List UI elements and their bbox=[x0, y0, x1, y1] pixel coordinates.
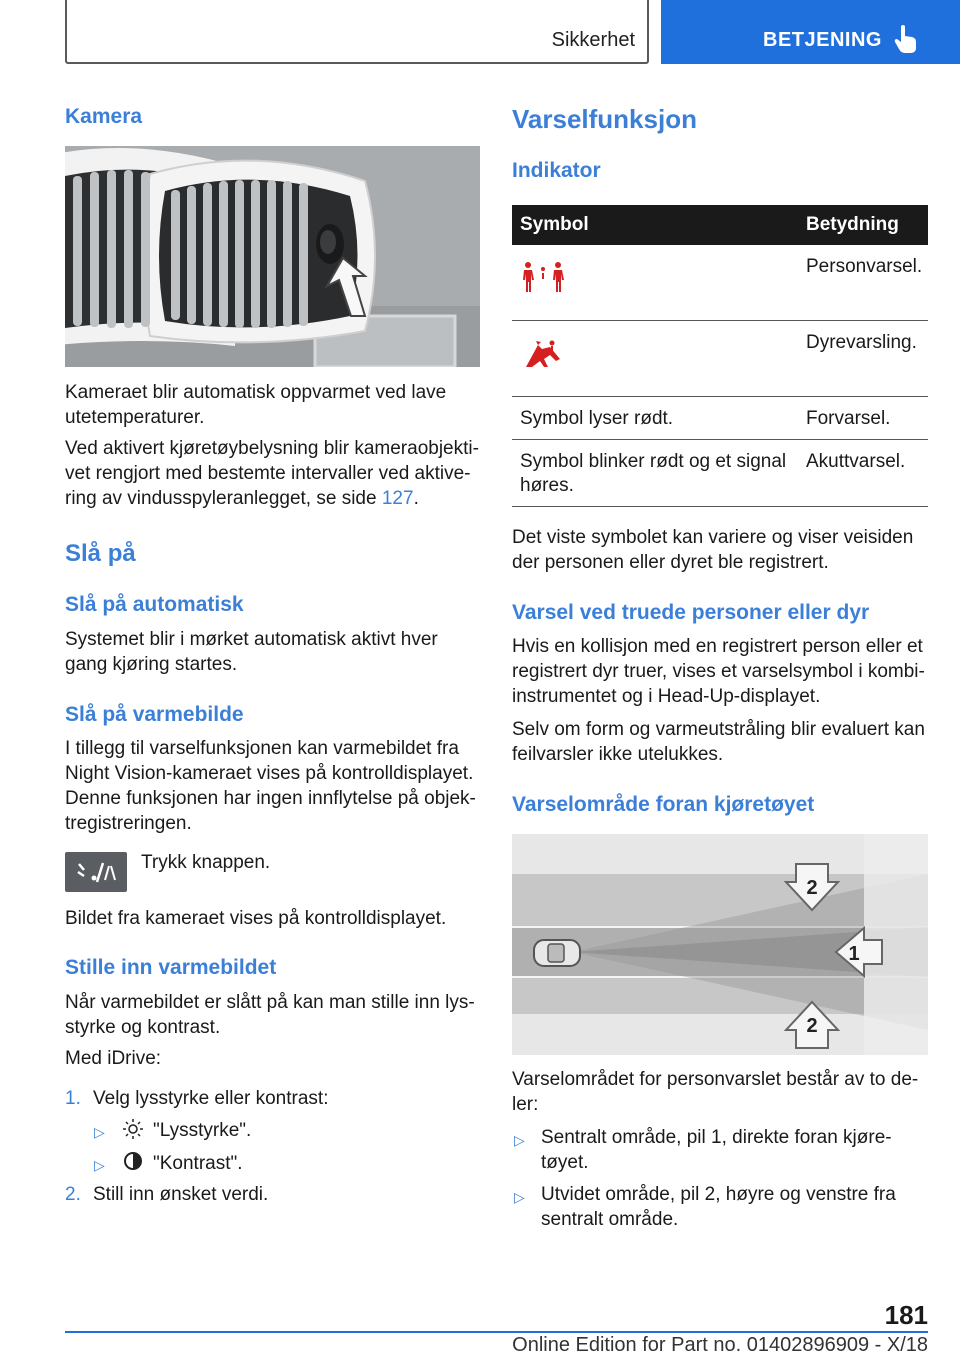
table-row bbox=[512, 397, 928, 440]
header-section-tab bbox=[65, 0, 649, 64]
arrow-label: 2 bbox=[806, 877, 818, 899]
omrade-paragraph: Varselområdet for personvarslet består av to de-ler: bbox=[512, 1069, 919, 1115]
bullet-icon: ▷ bbox=[514, 1189, 525, 1205]
omrade-heading: Varselområde foran kjøretøyet bbox=[512, 793, 815, 816]
truede-paragraph-2: Selv om form og varmeutstråling blir evaluert kan feilvarsler ikke utelukkes. bbox=[512, 719, 925, 765]
step-2-number: 2. bbox=[65, 1184, 81, 1205]
kamera-paragraph-2: Ved aktivert kjøretøybelysning blir kameraobjekti-vet rengjort med bestemte intervaller ved aktive-ring av vindusspyleranlegget, se side 127. bbox=[65, 438, 479, 509]
step-2-text: Still inn ønsket verdi. bbox=[93, 1184, 269, 1205]
warning-area-diagram bbox=[512, 834, 928, 1055]
brightness-icon bbox=[122, 1118, 144, 1140]
meaning-cell: Akuttvarsel. bbox=[798, 440, 928, 507]
truede-paragraph-1: Hvis en kollisjon med en registrert person eller et registrert dyr truer, vises et varselsymbol i kombi-instrumentet og i Head-Up-displayet. bbox=[512, 636, 925, 707]
meaning-cell: Personvarsel. bbox=[798, 245, 928, 321]
camera-grille-image bbox=[65, 146, 480, 367]
table-row bbox=[512, 245, 928, 321]
night-vision-button-image bbox=[65, 852, 127, 892]
person-warning-icon bbox=[520, 261, 566, 293]
indikator-heading: Indikator bbox=[512, 159, 601, 182]
sub-option-brightness: "Lysstyrke". bbox=[153, 1120, 252, 1141]
symbol-paragraph: Det viste symbolet kan variere og viser veisiden der personen eller dyret ble registrert. bbox=[512, 527, 914, 573]
symbol-text-cell: Symbol lyser rødt. bbox=[512, 397, 798, 440]
page-number: 181 bbox=[884, 1300, 928, 1330]
sub-option-contrast: "Kontrast". bbox=[153, 1153, 243, 1174]
bullet-icon: ▷ bbox=[514, 1132, 525, 1148]
stille-heading: Stille inn varmebildet bbox=[65, 956, 277, 979]
omrade-bullet-2: Utvidet område, pil 2, høyre og venstre fra sentralt område. bbox=[541, 1184, 896, 1230]
bullet-icon: ▷ bbox=[94, 1124, 105, 1140]
footer-edition: Online Edition for Part no. 01402896909 - X/18 bbox=[512, 1334, 928, 1356]
step-1-text: Velg lysstyrke eller kontrast: bbox=[93, 1088, 329, 1109]
button-instruction: Trykk knappen. bbox=[141, 852, 271, 873]
section-label: Sikkerhet bbox=[551, 29, 635, 51]
header-chapter-tab bbox=[661, 0, 960, 64]
page-link[interactable]: 127 bbox=[381, 488, 414, 509]
omrade-bullet-1: Sentralt område, pil 1, direkte foran kjøre-tøyet. bbox=[541, 1127, 892, 1173]
footer-divider bbox=[65, 1331, 928, 1333]
stille-paragraph: Når varmebildet er slått på kan man stille inn lys-styrke og kontrast. bbox=[65, 992, 475, 1038]
auto-paragraph: Systemet blir i mørket automatisk aktivt hver gang kjøring startes. bbox=[65, 629, 438, 675]
kamera-paragraph-1: Kameraet blir automatisk oppvarmet ved lave utetemperaturer. bbox=[65, 382, 447, 428]
bildet-paragraph: Bildet fra kameraet vises på kontrolldisplayet. bbox=[65, 908, 447, 929]
kamera-heading: Kamera bbox=[65, 105, 143, 128]
auto-heading: Slå på automatisk bbox=[65, 593, 244, 616]
contrast-icon bbox=[123, 1151, 143, 1171]
varme-heading: Slå på varmebilde bbox=[65, 703, 244, 726]
table-row bbox=[512, 321, 928, 397]
table-row bbox=[512, 440, 928, 507]
car-icon bbox=[534, 940, 580, 966]
table-header-meaning: Betydning bbox=[798, 205, 928, 245]
meaning-cell: Dyrevarsling. bbox=[798, 321, 928, 397]
arrow-label: 2 bbox=[806, 1015, 818, 1037]
sla-pa-heading: Slå på bbox=[65, 540, 136, 567]
chapter-label: BETJENING bbox=[763, 29, 882, 51]
pointing-hand-icon bbox=[893, 24, 919, 54]
truede-heading: Varsel ved truede personer eller dyr bbox=[512, 601, 870, 624]
bullet-icon: ▷ bbox=[94, 1157, 105, 1173]
varselfunksjon-heading: Varselfunksjon bbox=[512, 104, 697, 134]
arrow-label: 1 bbox=[848, 943, 860, 965]
indicator-table bbox=[512, 205, 928, 507]
animal-warning-icon bbox=[520, 337, 566, 371]
symbol-text-cell: Symbol blinker rødt og et signal høres. bbox=[512, 440, 798, 507]
step-1-number: 1. bbox=[65, 1088, 81, 1109]
meaning-cell: Forvarsel. bbox=[798, 397, 928, 440]
varme-paragraph: I tillegg til varselfunksjonen kan varmebildet fra Night Vision-kameraet vises på kontrolldisplayet. Denne funksjonen har ingen innflytelse på objek-tregistreringen. bbox=[65, 738, 476, 834]
idrive-label: Med iDrive: bbox=[65, 1048, 162, 1069]
table-header-symbol: Symbol bbox=[512, 205, 798, 245]
